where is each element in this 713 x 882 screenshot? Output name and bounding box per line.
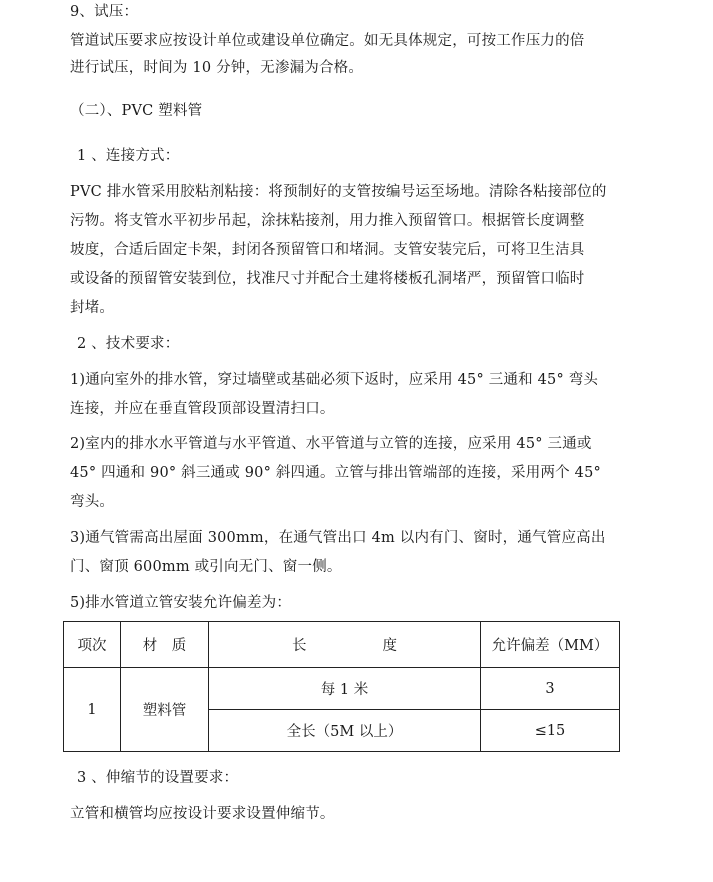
cell-tolerance-total: ≤15 — [481, 710, 620, 752]
subsection-title-connection: 1 、连接方式： — [77, 148, 180, 164]
header-length-right: 度 — [382, 638, 397, 654]
table-row — [64, 668, 620, 710]
paragraph-line: 坡度，合适后固定卡架，封闭各预留管口和堵洞。支管安装完后，可将卫生洁具 — [70, 242, 585, 258]
paragraph-line: 2)室内的排水水平管道与水平管道、水平管道与立管的连接，应采用 45° 三通或 — [70, 436, 592, 452]
paragraph-line: 或设备的预留管安装到位，找准尺寸并配合土建将楼板孔洞堵严，预留管口临时 — [70, 271, 585, 287]
subsection-title-expansion-joint: 3 、伸缩节的设置要求： — [77, 770, 239, 786]
tolerance-table — [63, 621, 620, 752]
paragraph-line: 进行试压，时间为 10 分钟，无渗漏为合格。 — [70, 60, 364, 76]
paragraph-line: 45° 四通和 90° 斜三通或 90° 斜四通。立管与排出管端部的连接，采用两个 45° — [70, 465, 601, 481]
header-index: 项次 — [64, 622, 121, 668]
header-length — [209, 622, 481, 668]
paragraph-line: 污物。将支管水平初步吊起，涂抹粘接剂，用力推入预留管口。根据管长度调整 — [70, 213, 585, 229]
cell-length-per-meter: 每 1 米 — [209, 668, 481, 710]
paragraph-line: 管道试压要求应按设计单位或建设单位确定。如无具体规定，可按工作压力的倍 — [70, 33, 585, 49]
header-length-left: 长 — [292, 638, 307, 654]
paragraph-line: 5)排水管道立管安装允许偏差为： — [70, 595, 292, 611]
table-header-row — [64, 622, 620, 668]
cell-index: 1 — [64, 668, 121, 752]
paragraph-line: 立管和横管均应按设计要求设置伸缩节。 — [70, 806, 335, 822]
cell-length-total: 全长（5M 以上） — [209, 710, 481, 752]
cell-material: 塑料管 — [121, 668, 209, 752]
paragraph-line: 弯头。 — [70, 494, 115, 510]
cell-tolerance-per-meter: 3 — [481, 668, 620, 710]
header-material: 材 质 — [121, 622, 209, 668]
paragraph-line: 封堵。 — [70, 300, 115, 316]
paragraph-line: 连接，并应在垂直管段顶部设置清扫口。 — [70, 401, 335, 417]
section-9-title: 9、试压： — [70, 4, 139, 20]
paragraph-line: 门、窗顶 600mm 或引向无门、窗一侧。 — [70, 559, 342, 575]
header-tolerance: 允许偏差（MM） — [481, 622, 620, 668]
paragraph-line: 3)通气管需高出屋面 300mm，在通气管出口 4m 以内有门、窗时，通气管应高出 — [70, 530, 606, 546]
paragraph-line: PVC 排水管采用胶粘剂粘接：将预制好的支管按编号运至场地。清除各粘接部位的 — [70, 184, 607, 200]
paragraph-line: 1)通向室外的排水管，穿过墙壁或基础必须下返时，应采用 45° 三通和 45° 弯头 — [70, 372, 599, 388]
section-title-pvc: （二）、PVC 塑料管 — [70, 103, 203, 119]
subsection-title-requirements: 2 、技术要求： — [77, 336, 180, 352]
